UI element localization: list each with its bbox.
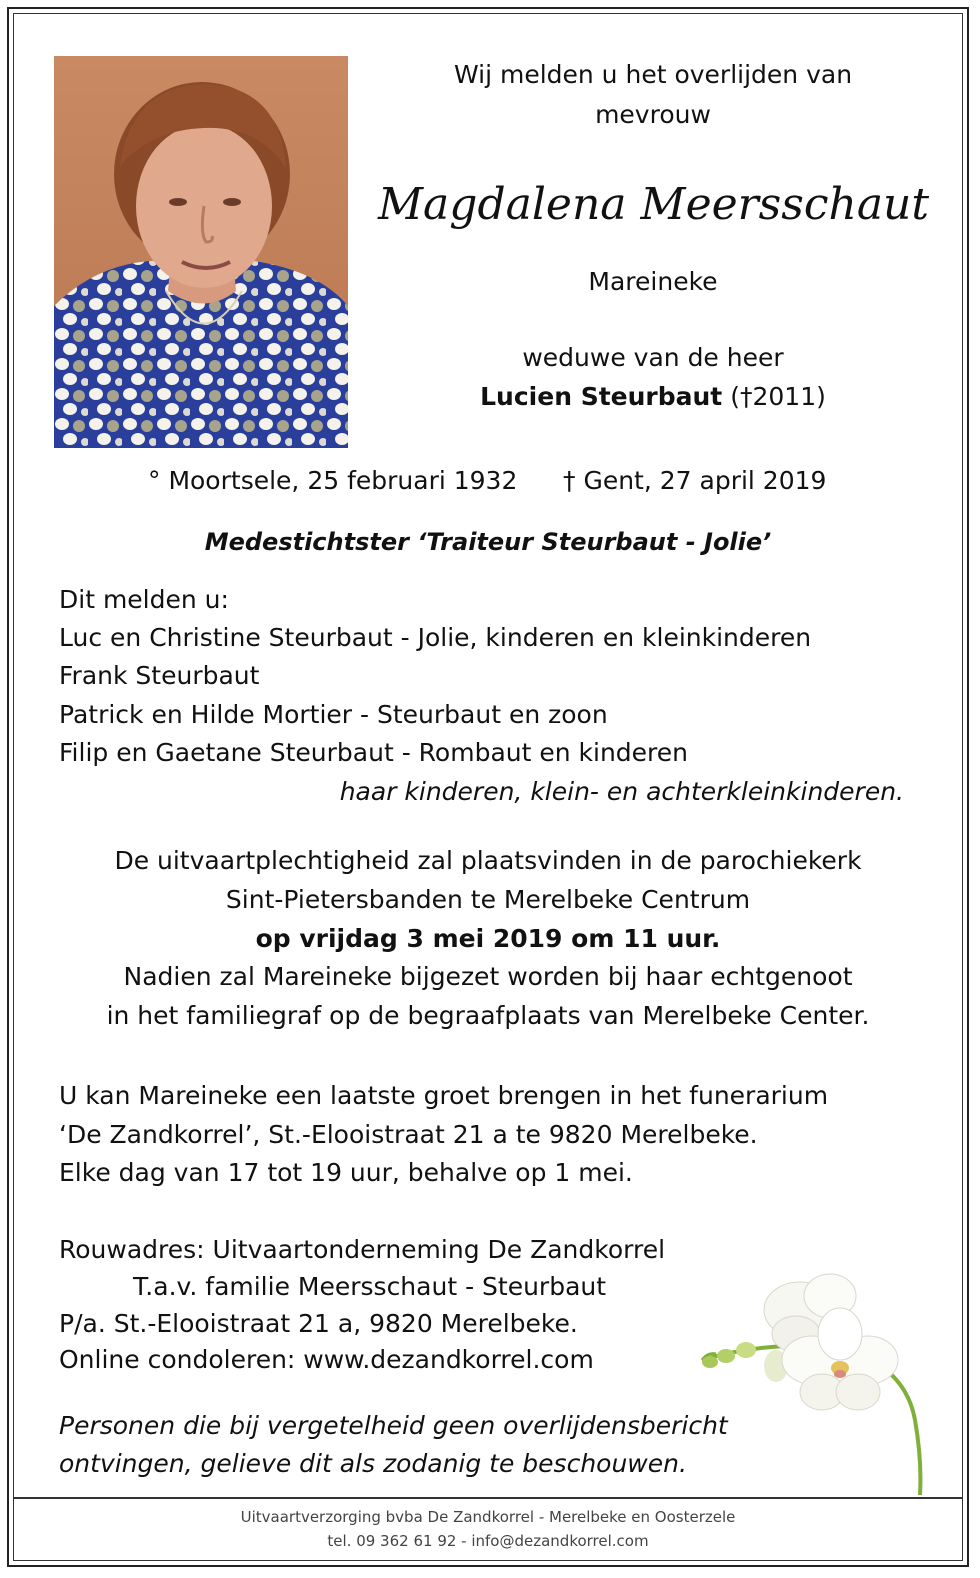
deceased-title: Medestichtster ‘Traiteur Steurbaut - Jolie’ <box>204 528 772 556</box>
death-info: † Gent, 27 april 2019 <box>563 466 827 495</box>
orchid-illustration <box>690 1270 940 1495</box>
family-closing: haar kinderen, klein- en achterkleinkinderen. <box>339 777 904 806</box>
husband-line <box>378 381 928 413</box>
orchid-flower-icon <box>690 1270 940 1495</box>
condolence-website[interactable]: Online condoleren: www.dezandkorrel.com <box>59 1345 594 1374</box>
address-line-2: T.a.v. familie Meersschaut - Steurbaut <box>133 1272 607 1301</box>
funeral-date: op vrijdag 3 mei 2019 om 11 uur. <box>255 924 721 953</box>
family-member: Patrick en Hilde Mortier - Steurbaut en zoon <box>59 700 608 729</box>
nickname: Mareineke <box>588 267 718 296</box>
portrait-photo <box>54 56 348 448</box>
intro-line-2: mevrouw <box>595 100 711 129</box>
address-line-3: P/a. St.-Elooistraat 21 a, 9820 Merelbeke. <box>59 1309 578 1338</box>
funeral-line-4: in het familiegraf op de begraafplaats van Merelbeke Center. <box>106 1001 870 1030</box>
funeral-line-3: Nadien zal Mareineke bijgezet worden bij haar echtgenoot <box>123 962 853 991</box>
visitation-line-1: U kan Mareineke een laatste groet brengen in het funerarium <box>59 1081 829 1110</box>
deceased-name: Magdalena Meersschaut <box>378 179 930 230</box>
visitation-line-3: Elke dag van 17 tot 19 uur, behalve op 1 mei. <box>59 1158 633 1187</box>
visitation-line-2: ‘De Zandkorrel’, St.-Elooistraat 21 a te 9820 Merelbeke. <box>59 1120 758 1149</box>
footer-line-1: Uitvaartverzorging bvba De Zandkorrel - Merelbeke en Oosterzele <box>240 1508 736 1526</box>
family-member: Frank Steurbaut <box>59 661 260 690</box>
family-member: Filip en Gaetane Steurbaut - Rombaut en kinderen <box>59 738 689 767</box>
address-line-1: Rouwadres: Uitvaartonderneming De Zandkorrel <box>59 1235 666 1264</box>
portrait-illustration <box>54 56 348 448</box>
birth-info: ° Moortsele, 25 februari 1932 <box>148 466 518 495</box>
widow-of: weduwe van de heer <box>522 343 784 372</box>
husband-death: (†2011) <box>730 382 826 411</box>
funeral-line-2: Sint-Pietersbanden te Merelbeke Centrum <box>225 885 751 914</box>
footer-line-2: tel. 09 362 61 92 - info@dezandkorrel.com <box>327 1532 649 1550</box>
footer-divider <box>14 1497 962 1499</box>
notice-line-1: Personen die bij vergetelheid geen overlijdensbericht <box>59 1411 728 1440</box>
family-member: Luc en Christine Steurbaut - Jolie, kinderen en kleinkinderen <box>59 623 812 652</box>
intro-line-1: Wij melden u het overlijden van <box>453 60 853 89</box>
husband-name: Lucien Steurbaut <box>480 382 723 411</box>
family-heading: Dit melden u: <box>59 585 229 614</box>
funeral-line-1: De uitvaartplechtigheid zal plaatsvinden in de parochiekerk <box>114 846 862 875</box>
notice-line-2: ontvingen, gelieve dit als zodanig te beschouwen. <box>59 1449 687 1478</box>
